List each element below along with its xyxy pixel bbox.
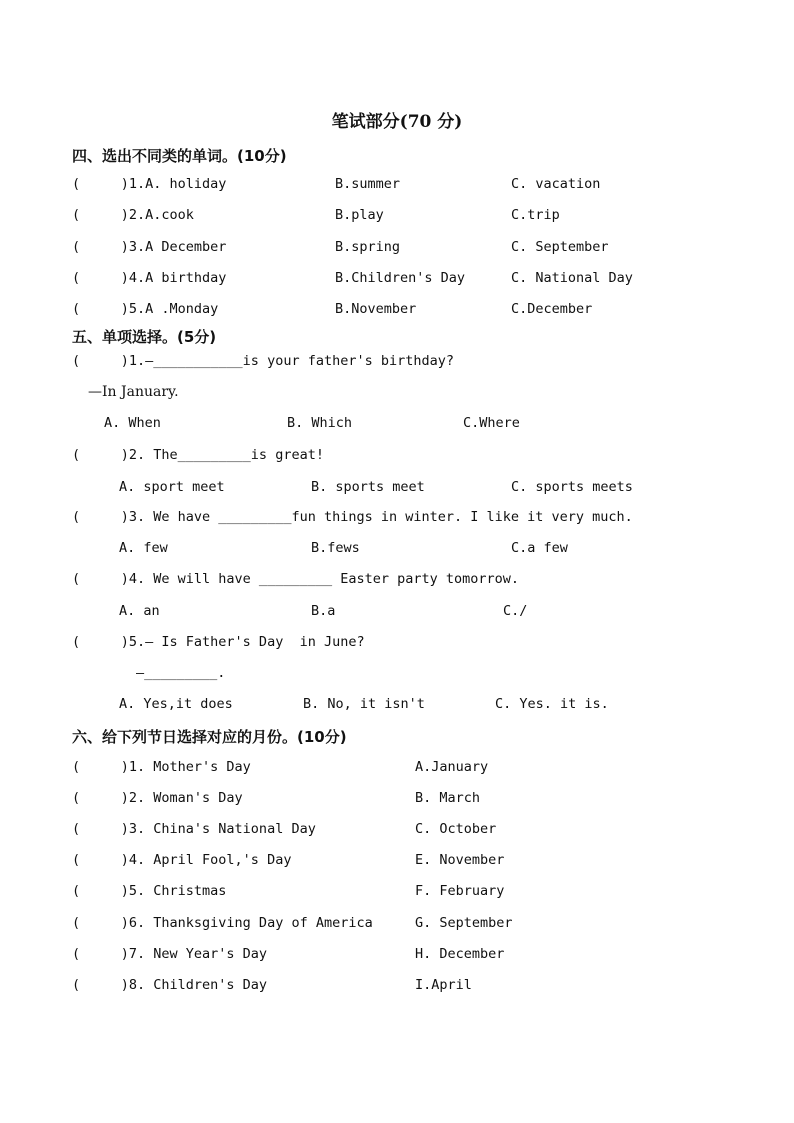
s6-q2-right: B. March	[415, 790, 481, 806]
s6-q5-right: F. February	[415, 883, 505, 899]
s6-q3-left: ( )3. China's National Day	[72, 821, 316, 837]
s6-q2-left: ( )2. Woman's Day	[72, 790, 243, 806]
s5-q4: ( )4. We will have _________ Easter party tomorrow.	[72, 571, 520, 587]
s5-q5-opt-c: C. Yes. it is.	[495, 696, 609, 712]
s4-q4-a: ( )4.A birthday	[72, 270, 227, 286]
section-6-heading: 六、给下列节日选择对应的月份。(10分)	[72, 728, 347, 746]
s5-q4-opt-b: B.a	[311, 603, 336, 619]
s4-q5-c: C.December	[511, 301, 593, 317]
s6-q6-right: G. September	[415, 915, 513, 931]
s5-q2-opt-b: B. sports meet	[311, 479, 425, 495]
s4-q5-b: B.November	[335, 301, 417, 317]
s5-q4-opt-c: C./	[503, 603, 528, 619]
s5-q1-opt-b: B. Which	[287, 415, 353, 431]
s5-q5-opt-a: A. Yes,it does	[119, 696, 233, 712]
s4-q4-b: B.Children's Day	[335, 270, 466, 286]
s5-q4-opt-a: A. an	[119, 603, 160, 619]
s4-q2-c: C.trip	[511, 207, 560, 223]
s6-q8-right: I.April	[415, 977, 472, 993]
s6-q3-right: C. October	[415, 821, 497, 837]
s5-q5-opt-b: B. No, it isn't	[303, 696, 425, 712]
s5-q5-answer: —_________.	[136, 665, 226, 681]
s5-q1-opt-a: A. When	[104, 415, 161, 431]
page-title: 笔试部分(70 分)	[331, 112, 463, 132]
s4-q1-a: ( )1.A. holiday	[72, 176, 227, 192]
section-4-heading: 四、选出不同类的单词。(10分)	[72, 147, 287, 165]
s4-q2-a: ( )2.A.cook	[72, 207, 194, 223]
s4-q3-a: ( )3.A December	[72, 239, 227, 255]
s6-q8-left: ( )8. Children's Day	[72, 977, 268, 993]
section-5-heading: 五、单项选择。(5分)	[72, 328, 217, 346]
s5-q2: ( )2. The_________is great!	[72, 447, 324, 463]
s5-q1-answer: —In January.	[88, 384, 179, 400]
s5-q2-opt-a: A. sport meet	[119, 479, 225, 495]
s4-q5-a: ( )5.A .Monday	[72, 301, 219, 317]
s5-q5: ( )5.— Is Father's Day in June?	[72, 634, 365, 650]
s5-q2-opt-c: C. sports meets	[511, 479, 633, 495]
s6-q1-right: A.January	[415, 759, 489, 775]
s5-q3-opt-c: C.a few	[511, 540, 568, 556]
s6-q4-right: E. November	[415, 852, 505, 868]
s4-q3-c: C. September	[511, 239, 609, 255]
s6-q7-left: ( )7. New Year's Day	[72, 946, 268, 962]
s5-q3-opt-a: A. few	[119, 540, 168, 556]
s5-q3-opt-b: B.fews	[311, 540, 360, 556]
s4-q1-b: B.summer	[335, 176, 401, 192]
s5-q3: ( )3. We have _________fun things in winter. I like it very much.	[72, 509, 633, 525]
s4-q2-b: B.play	[335, 207, 384, 223]
s6-q5-left: ( )5. Christmas	[72, 883, 227, 899]
s6-q6-left: ( )6. Thanksgiving Day of America	[72, 915, 373, 931]
s6-q1-left: ( )1. Mother's Day	[72, 759, 251, 775]
s4-q4-c: C. National Day	[511, 270, 633, 286]
s4-q1-c: C. vacation	[511, 176, 601, 192]
s5-q1-opt-c: C.Where	[463, 415, 520, 431]
s4-q3-b: B.spring	[335, 239, 401, 255]
s6-q7-right: H. December	[415, 946, 505, 962]
s6-q4-left: ( )4. April Fool,'s Day	[72, 852, 292, 868]
s5-q1: ( )1.—___________is your father's birthday?	[72, 353, 455, 369]
